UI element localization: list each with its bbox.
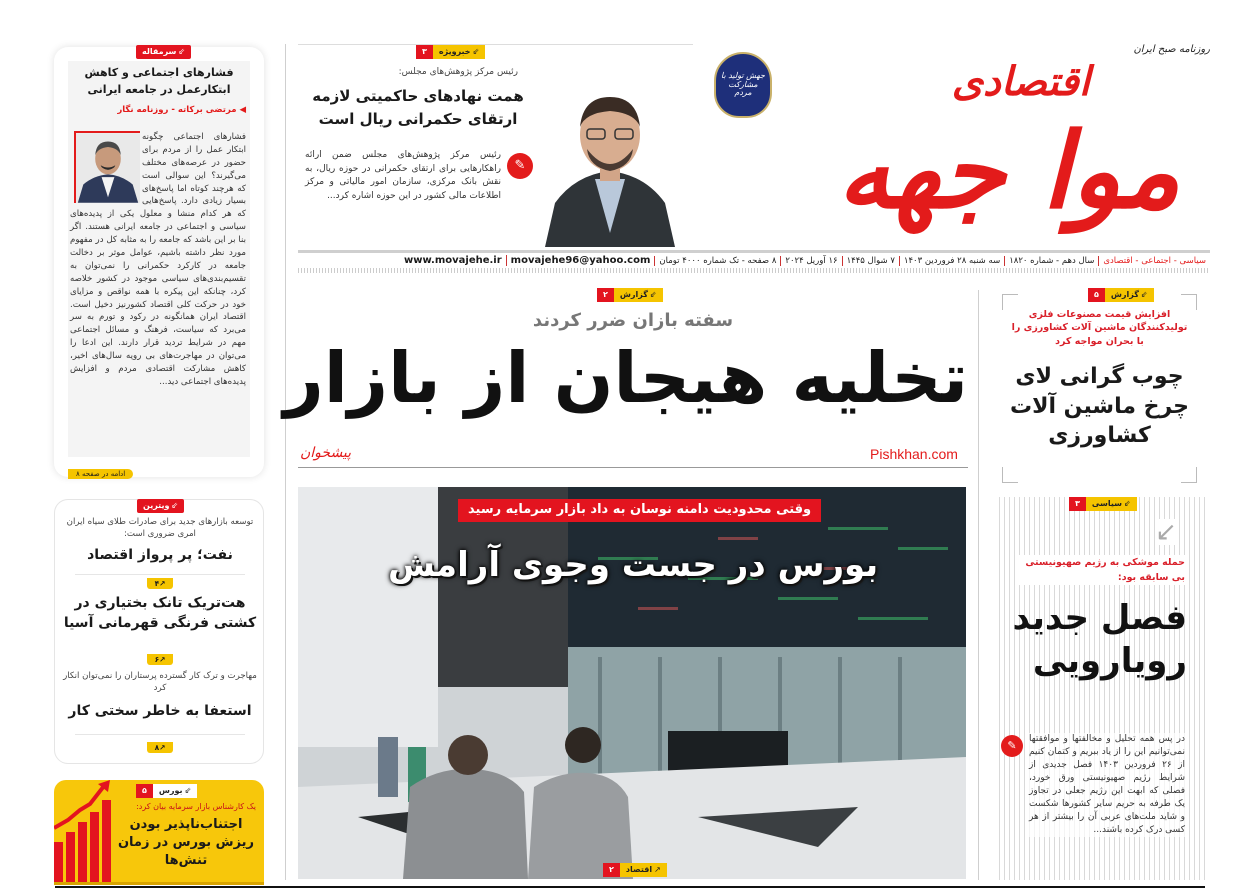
arrow-down-left-icon: ↙ — [1155, 517, 1177, 547]
bourse-box[interactable] — [54, 780, 264, 885]
section-tag-label: گزارش — [619, 290, 648, 299]
divider — [75, 574, 245, 575]
section-tag-page: ۵ — [136, 784, 153, 798]
continued-link[interactable]: ادامه در صفحه ۸ — [68, 461, 133, 480]
arrow-icon: ⇙ — [184, 786, 192, 795]
corner-bracket — [1002, 467, 1018, 483]
arrow-icon: ⇙ — [649, 290, 657, 299]
page-bottom-rule — [55, 886, 1205, 888]
right-box-title[interactable]: چوب گرانی لای چرخ ماشین آلات کشاورزی — [1009, 364, 1190, 449]
column-divider — [978, 290, 979, 880]
section-tag[interactable] — [136, 784, 197, 798]
website-link[interactable]: www.movajehe.ir — [403, 255, 502, 266]
arrow-icon: ⇙ — [472, 47, 480, 56]
section-tag[interactable] — [1069, 497, 1137, 511]
photo-story-title[interactable]: بورس در جست وجوی آرامش — [388, 545, 879, 585]
section-tag-page: ۳ — [416, 45, 433, 59]
arrow-icon: ⇙ — [1140, 290, 1148, 299]
showcase-item-kicker: مهاجرت و ترک کار گسترده پرستاران را نمی‌توان انکار کرد — [63, 671, 257, 694]
bourse-title[interactable]: اجتناب‌ناپذیر بودن ریزش بورس در زمان تنش‌ها — [117, 817, 255, 869]
production-badge-logo: جهش تولید با مشارکت مردم — [714, 52, 772, 118]
divider — [75, 734, 245, 735]
editorial-box[interactable] — [54, 47, 264, 477]
watermark-text: Pishkhan.com — [870, 446, 958, 462]
editorial-title[interactable]: فشارهای اجتماعی و کاهش ابتکارعمل در جامعه ایرانی — [84, 66, 234, 96]
special-news-body: رئیس مرکز پژوهش‌های مجلس ضمن ارائه راهکارهایی برای ارتقای حکمرانی در حوزه ریال، به نقش بانک مرکزی، سازمان امور مالیاتی و مرکز اطلاعات مالی کشور در این حوزه اشاره کرد... — [305, 150, 501, 201]
bullet-icon: ◀ — [236, 105, 246, 115]
section-tag-label: خبرویژه — [438, 47, 471, 56]
section-tag-label: سرمقاله — [142, 47, 177, 56]
newspaper-logo[interactable]: موا جهه — [837, 109, 1180, 232]
special-news-box[interactable] — [298, 44, 693, 246]
showcase-item-kicker: توسعه بازارهای جدید برای صادرات طلای سیاه ایران امری ضروری است: — [66, 517, 254, 540]
arrow-icon: ⇙ — [178, 47, 186, 56]
section-tag-label: سیاسی — [1091, 499, 1122, 508]
column-divider — [285, 44, 286, 880]
section-tag-label: اقتصاد — [625, 865, 653, 874]
editorial-author — [117, 105, 246, 117]
section-tag-page: ۳ — [1069, 497, 1086, 511]
decorative-dotted-rule — [298, 268, 1210, 273]
issue-date-gregorian: ۱۶ آوریل ۲۰۲۴ — [780, 256, 841, 266]
divider — [298, 467, 968, 468]
section-tag[interactable] — [1088, 288, 1154, 302]
arrow-icon: ⇙ — [1124, 499, 1131, 508]
section-tag-page: ۲ — [603, 863, 620, 877]
showcase-item-title[interactable]: نفت؛ پر پرواز اقتصاد — [87, 547, 233, 563]
arrow-icon: ↗ — [654, 865, 661, 874]
page-link[interactable]: ۴↗ — [147, 578, 173, 589]
issue-price: ۸ صفحه - تک شماره ۴۰۰۰ تومان — [654, 256, 780, 266]
author-separator: - — [168, 105, 175, 115]
section-tag[interactable] — [416, 45, 485, 59]
special-news-kicker: رئیس مرکز پژوهش‌های مجلس: — [398, 67, 518, 77]
author-name: مرتضی برکاته — [177, 105, 237, 115]
special-news-title[interactable]: همت نهادهای حاکمیتی لازمه ارتقای حکمرانی ریال است — [312, 87, 524, 128]
main-headline[interactable]: تخلیه هیجان از بازار — [283, 337, 968, 419]
editorial-body: فشارهای اجتماعی چگونه ابتکار عمل را از مردم برای حضور در عرصه‌های مختلف می‌گیرند؟ این سوالی است که هرچند کوتاه اما پاسخ‌های بسیار زیادی دارد. پاسخ‌هایی که هر کدام منشا و معلول یکی از پدیده‌های سیاسی و اجتماعی در جامعه ایرانی هستند. اگر بنا بر این باشد که جامعه را به مثابه کل در مفهوم مورد نظر داشته باشیم، عوامل موثر بر دخالت جامعه در کارکرد حکمرانی را نمی‌توان به تقسیم‌بندی‌های سیاسی موجود در کشور خلاصه کرد، چنانکه این پیکره با همه نواقص و مزایای خود در حرکت کلی اقتصاد کشورنیز دخیل است. اقتصاد ایران همانگونه در رکود و تورم به سر می‌برد که سیاست، فرهنگ و مسائل اجتماعی مهم در شرایط تردید قرار دارند. این ادعا را می‌توان در مهاجرت‌های بی رویه سال‌های اخیر، کاهش مشارکت اقتصادی مردم و افزایش پدیده‌های اجتماعی دید... — [70, 132, 246, 387]
section-tag[interactable] — [597, 288, 663, 302]
pen-icon: ✎ — [1001, 735, 1023, 757]
section-tag[interactable] — [603, 863, 667, 877]
showcase-box — [54, 499, 264, 764]
political-body: در پس همه تحلیل و مخالفتها و موافقتها نمی‌توانیم این را از یاد ببریم و کتمان کنیم از ۲۶ فروردین ۱۴۰۳ فصل جدیدی از شرایط رژیم صهیونیستی ورق خورد، فصلی که ابهت این رژیم جعلی در تجاوز یک طرفه به حریم سایر کشورها شکست و شاید ملت‌های عربی آن را بیشتر از هر کسی درک کرده باشند... — [1029, 733, 1185, 837]
main-story-kicker: سفته بازان ضرر کردند — [532, 310, 734, 331]
stock-exchange-photo-story[interactable] — [298, 487, 966, 879]
section-tag-label: بورس — [158, 786, 183, 795]
arrow-icon: ⇙ — [171, 501, 179, 510]
newspaper-logo-subtitle: اقتصادی — [951, 58, 1090, 105]
page-link[interactable]: ۶↗ — [147, 654, 173, 665]
editorial-panel — [68, 61, 250, 457]
author-role: روزنامه نگار — [117, 105, 169, 115]
pen-icon: ✎ — [507, 153, 533, 179]
masthead — [700, 40, 1210, 246]
issue-info-bar — [298, 250, 1210, 268]
section-tag-label: ویترین — [143, 501, 170, 510]
section-tag[interactable] — [136, 45, 191, 59]
masthead-tagline: روزنامه صبح ایران — [1133, 44, 1210, 55]
showcase-item-title[interactable]: استعفا به خاطر سختی کار — [68, 703, 252, 719]
section-tag-page: ۵ — [1088, 288, 1105, 302]
section-tag-page: ۲ — [597, 288, 614, 302]
corner-bracket — [1181, 467, 1197, 483]
bourse-kicker: یک کارشناس بازار سرمایه بیان کرد: — [136, 802, 256, 811]
section-tag[interactable] — [137, 499, 184, 513]
right-box-kicker: افزایش قیمت مصنوعات فلزی تولیدکنندگان ماشین آلات کشاورزی را با بحران مواجه کرد — [1011, 309, 1188, 347]
page-link[interactable]: ۸↗ — [147, 742, 173, 753]
agriculture-report-box[interactable] — [1002, 288, 1197, 483]
political-kicker: حمله موشکی به رژیم صهیونیستی بی سابقه بود: — [1015, 555, 1185, 585]
rising-chart-icon — [54, 780, 114, 885]
watermark-logo: پیشخوان — [300, 445, 352, 461]
showcase-item-title[interactable]: هت‌تریک تانک بختیاری در کشتی فرنگی قهرمانی آسیا — [63, 595, 257, 631]
issue-category: سیاسی - اجتماعی - اقتصادی — [1098, 256, 1210, 266]
issue-number: سال دهم - شماره ۱۸۲۰ — [1004, 256, 1098, 266]
issue-date-lunar: ۷ شوال ۱۴۴۵ — [842, 256, 899, 266]
political-title[interactable]: فصل جدید رویارویی — [1012, 598, 1187, 681]
photo-story-kicker: وقتی محدودیت دامنه نوسان به داد بازار سرمایه رسید — [458, 499, 821, 522]
section-tag-label: گزارش — [1110, 290, 1139, 299]
contact-email[interactable]: movajehe96@yahoo.com — [506, 255, 655, 266]
issue-date-solar: سه شنبه ۲۸ فروردین ۱۴۰۳ — [899, 256, 1004, 266]
political-news-box[interactable] — [995, 497, 1205, 880]
portrait-photo — [535, 83, 685, 247]
